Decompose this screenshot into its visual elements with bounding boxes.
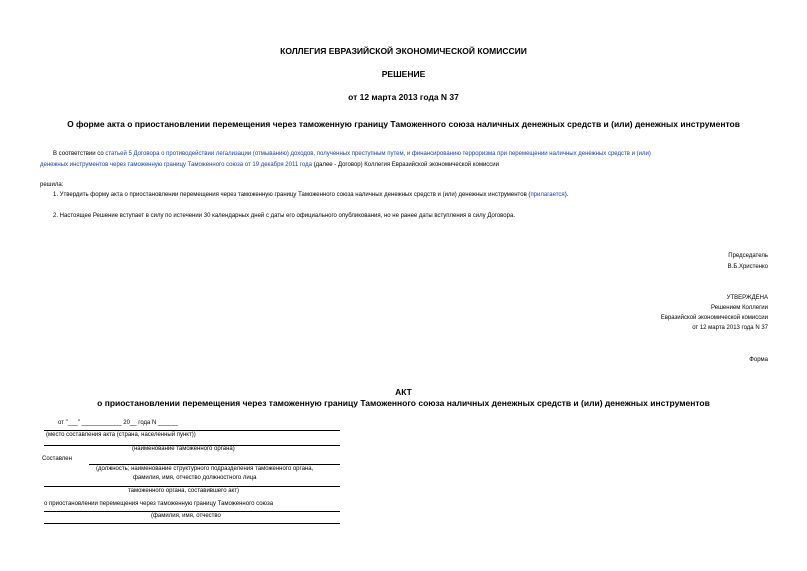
article-5-link[interactable]: статьей 5 Договора о противодействии легализации (отмыванию) доходов, полученных преступным путем, и финансированию терроризма при перемещении наличных денежных средств и (или) <box>105 151 651 157</box>
act-subtitle: о приостановлении перемещения через таможенную границу Таможенного союза наличных денежных средств и (или) денежных инструментов <box>97 398 710 408</box>
attachment-link[interactable]: прилагается <box>530 192 565 198</box>
composed-label: Составлен <box>42 456 72 462</box>
preamble-tail: (далее - Договор) Коллегия Евразийской экономической комиссии <box>311 162 500 168</box>
preamble-intro: В соответствии со <box>53 151 106 157</box>
org-heading: КОЛЛЕГИЯ ЕВРАЗИЙСКОЙ ЭКОНОМИЧЕСКОЙ КОМИССИИ <box>280 46 527 56</box>
position-hint-1: (должность; наименование структурного подразделения таможенного органа, <box>96 466 314 472</box>
act-title: АКТ <box>395 387 412 397</box>
approval-commission: Евразийской экономической комиссии <box>660 315 768 321</box>
decision-date: от 12 марта 2013 года N 37 <box>348 92 459 102</box>
approval-date: от 12 марта 2013 года N 37 <box>692 325 768 331</box>
fio-hint: (фамилия, имя, отчество <box>151 513 221 519</box>
document-title: О форме акта о приостановлении перемещения через таможенную границу Таможенного союза наличных денежных средств и (или) денежных инструментов <box>67 119 740 129</box>
suspension-text: о приостановлении перемещения через таможенную границу Таможенного союза <box>44 501 274 507</box>
fio-line <box>44 511 340 512</box>
bottom-line <box>44 523 340 524</box>
preamble-line-1 <box>53 151 651 157</box>
preamble-line-2 <box>40 162 499 168</box>
place-hint: (место составления акта (страна, населенный пункт)) <box>46 432 196 438</box>
decided-label: решила: <box>40 182 64 188</box>
item-1 <box>53 192 568 198</box>
author-line <box>44 486 340 487</box>
customs-body-hint: (наименование таможенного органа) <box>132 446 235 452</box>
signature-name: В.Б.Христенко <box>727 264 768 270</box>
position-line <box>89 464 340 465</box>
approval-stamp: УТВЕРЖДЕНА <box>726 295 768 301</box>
approval-decision: Решением Коллегии <box>711 305 768 311</box>
treaty-link[interactable]: денежных инструментов через таможенную границу Таможенного союза от 19 декабря 2011 года <box>40 162 312 168</box>
act-date-line: от "___" ____________ 20__ года N ______ <box>58 420 179 426</box>
item-2: 2. Настоящее Решение вступает в силу по истечении 30 календарных дней с даты его официального опубликования, но не ранее даты вступления в силу Договора. <box>53 213 515 219</box>
decision-heading: РЕШЕНИЕ <box>381 69 426 79</box>
signature-role: Председатель <box>728 253 768 259</box>
position-hint-2: фамилия, имя, отчество должностного лица <box>133 475 257 481</box>
customs-author-hint: таможенного органа, составившего акт) <box>128 488 239 494</box>
item-1-end: ). <box>564 192 569 198</box>
place-line <box>44 430 340 431</box>
item-1-text: 1. Утвердить форму акта о приостановлении перемещения через таможенную границу Таможенного союза наличных денежных средств и (или) денежных инструментов ( <box>53 192 531 198</box>
form-label: Форма <box>749 357 768 363</box>
